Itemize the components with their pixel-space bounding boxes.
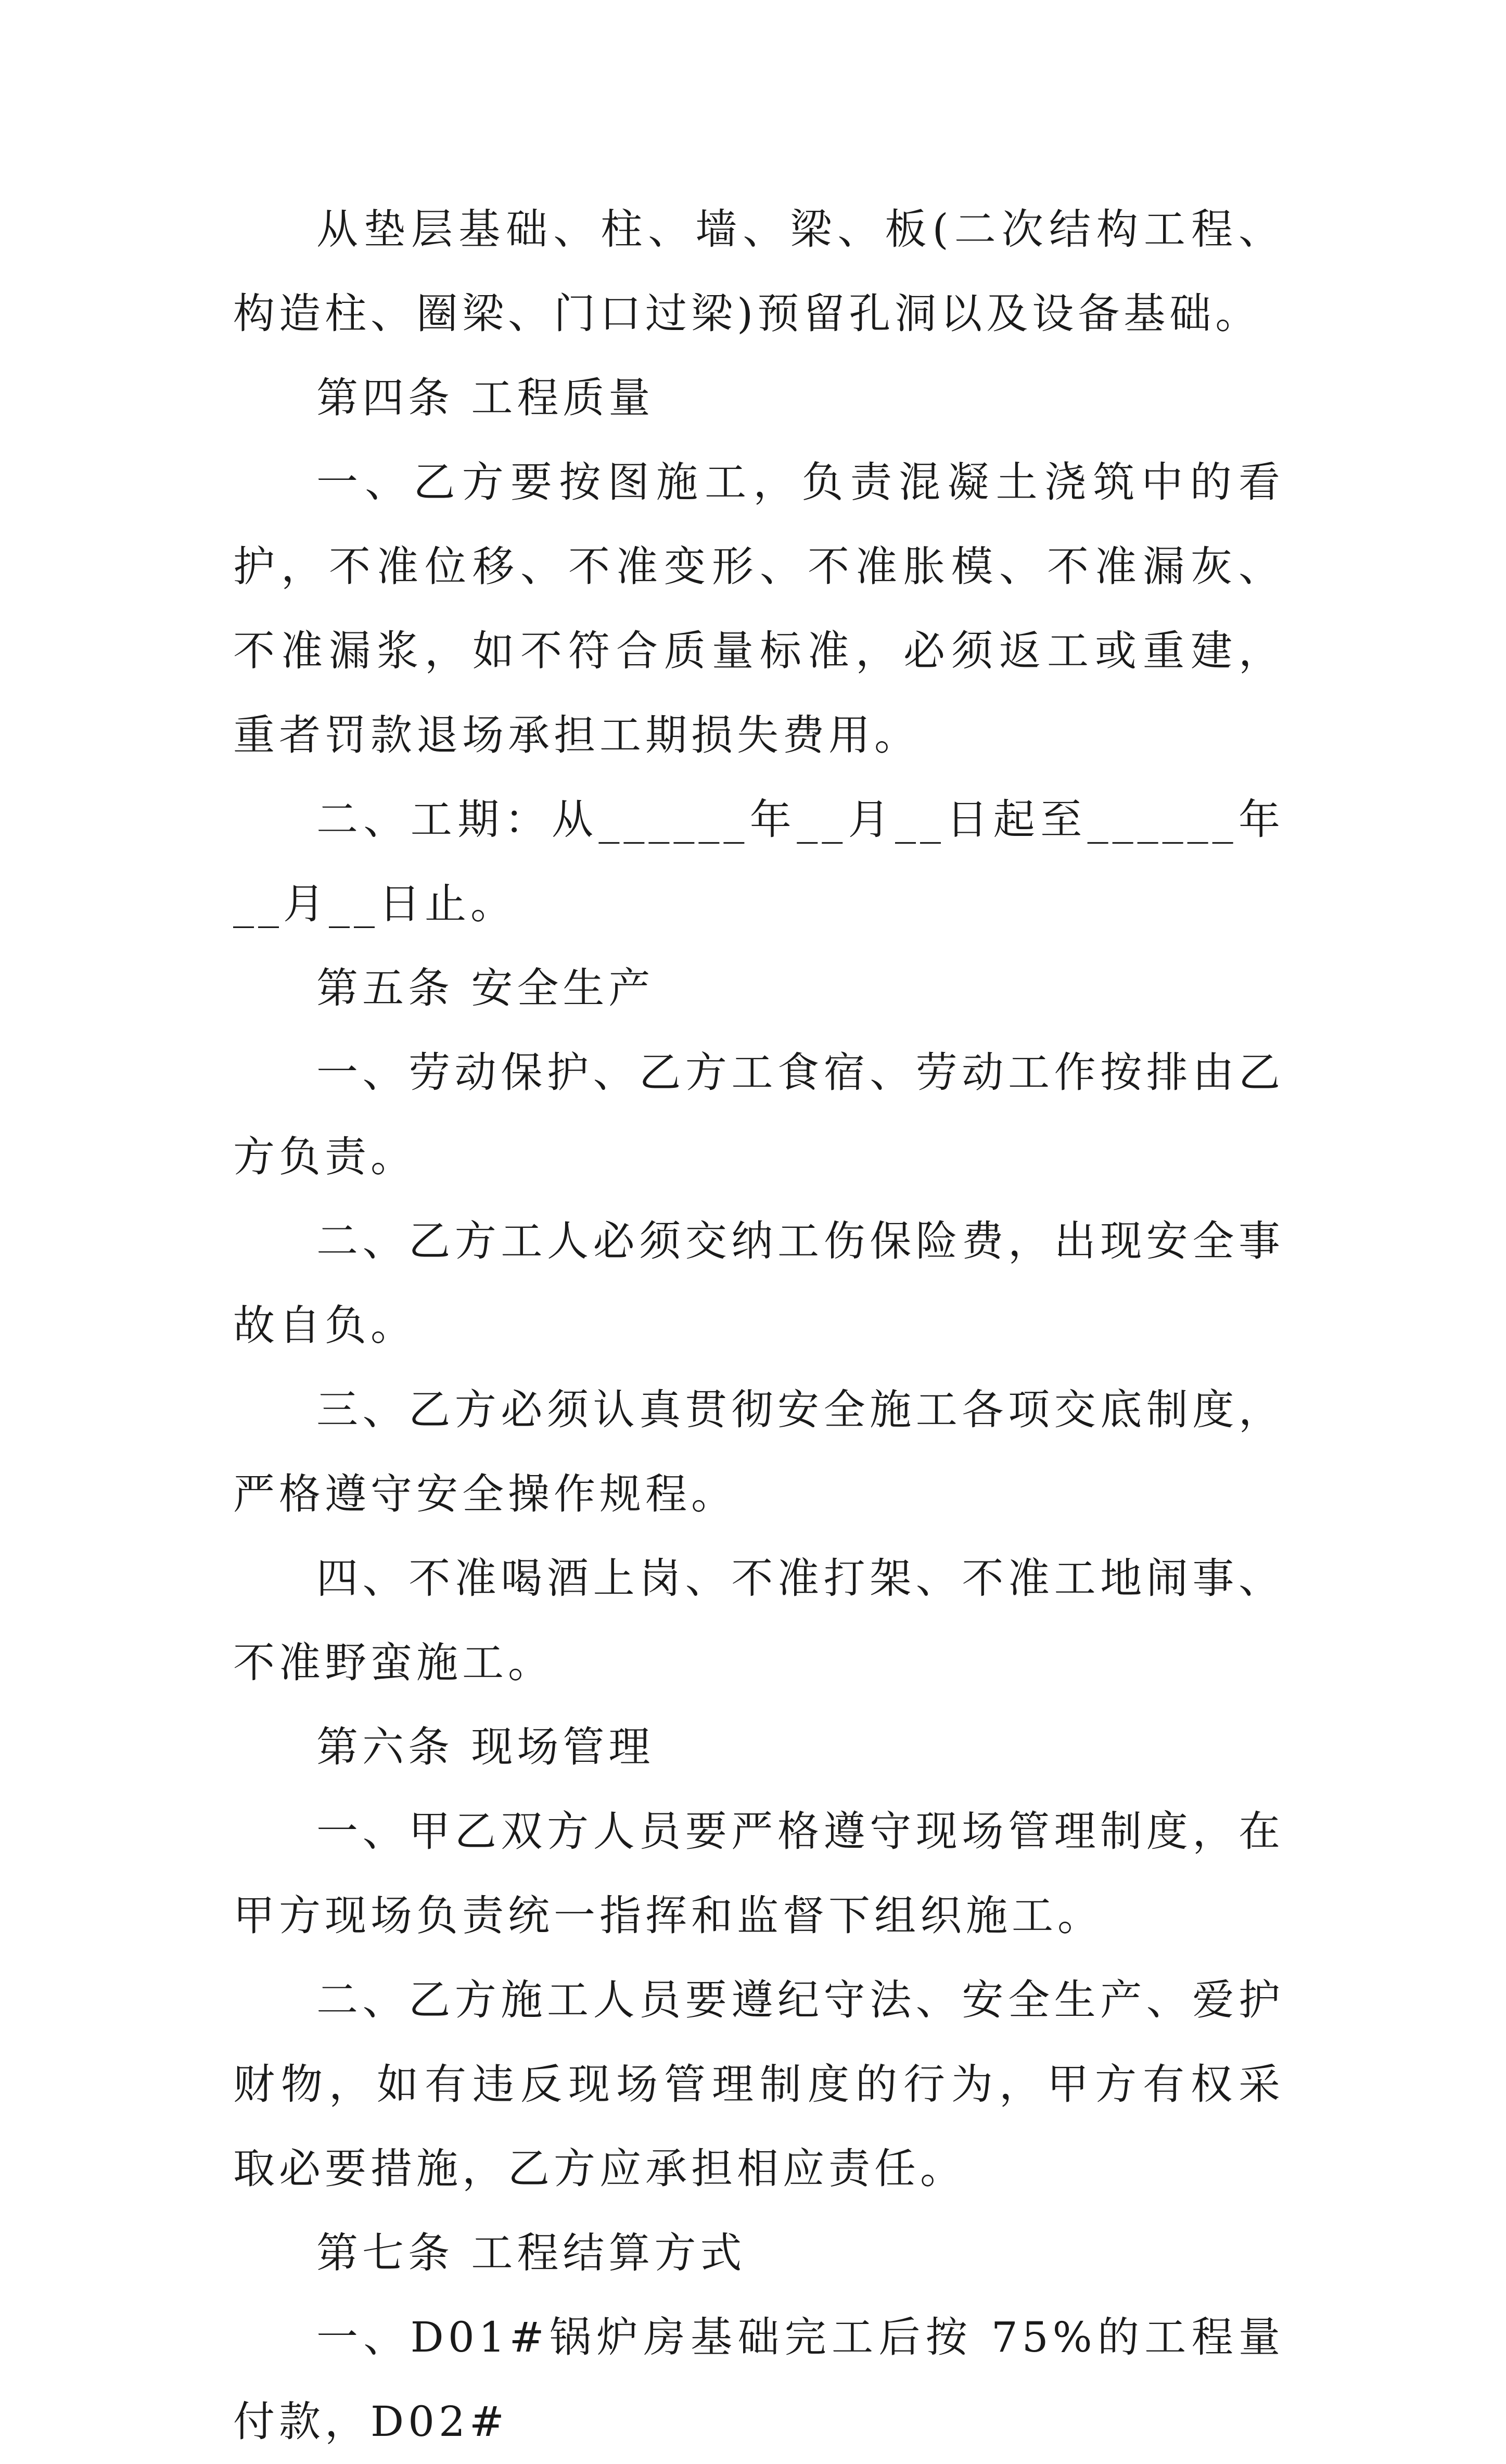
section-heading-article-4: 第四条 工程质量 — [316, 374, 655, 422]
paragraph-continuation: 从垫层基础、柱、墙、梁、板(二次结构工程、构造柱、圈梁、门口过梁)预留孔洞以及设备基础。 — [233, 205, 1284, 338]
paragraph-site-1: 一、甲乙双方人员要严格遵守现场管理制度，在甲方现场负责统一指挥和监督下组织施工。 — [233, 1807, 1284, 1940]
paragraph-safety-2: 二、乙方工人必须交纳工伤保险费，出现安全事故自负。 — [233, 1217, 1284, 1350]
document-body — [233, 187, 1284, 2464]
paragraph-site-2: 二、乙方施工人员要遵纪守法、安全生产、爱护财物，如有违反现场管理制度的行为，甲方有权采取必要措施，乙方应承担相应责任。 — [233, 1976, 1284, 2193]
paragraph-settlement-1: 一、D01#锅炉房基础完工后按 75%的工程量付款，D02# — [233, 2313, 1284, 2446]
section-heading-article-6: 第六条 现场管理 — [316, 1723, 655, 1771]
section-heading-article-5: 第五条 安全生产 — [316, 964, 655, 1012]
paragraph-safety-4: 四、不准喝酒上岗、不准打架、不准工地闹事、不准野蛮施工。 — [233, 1554, 1284, 1687]
section-heading-article-7: 第七条 工程结算方式 — [316, 2229, 746, 2277]
paragraph-schedule: 二、工期：从______年__月__日起至______年__月__日止。 — [233, 795, 1284, 928]
paragraph-safety-3: 三、乙方必须认真贯彻安全施工各项交底制度，严格遵守安全操作规程。 — [233, 1386, 1284, 1518]
paragraph-quality-1: 一、乙方要按图施工，负责混凝土浇筑中的看护，不准位移、不准变形、不准胀模、不准漏灰、不准漏浆，如不符合质量标准，必须返工或重建，重者罚款退场承担工期损失费用。 — [233, 458, 1284, 759]
paragraph-safety-1: 一、劳动保护、乙方工食宿、劳动工作按排由乙方负责。 — [233, 1048, 1284, 1181]
